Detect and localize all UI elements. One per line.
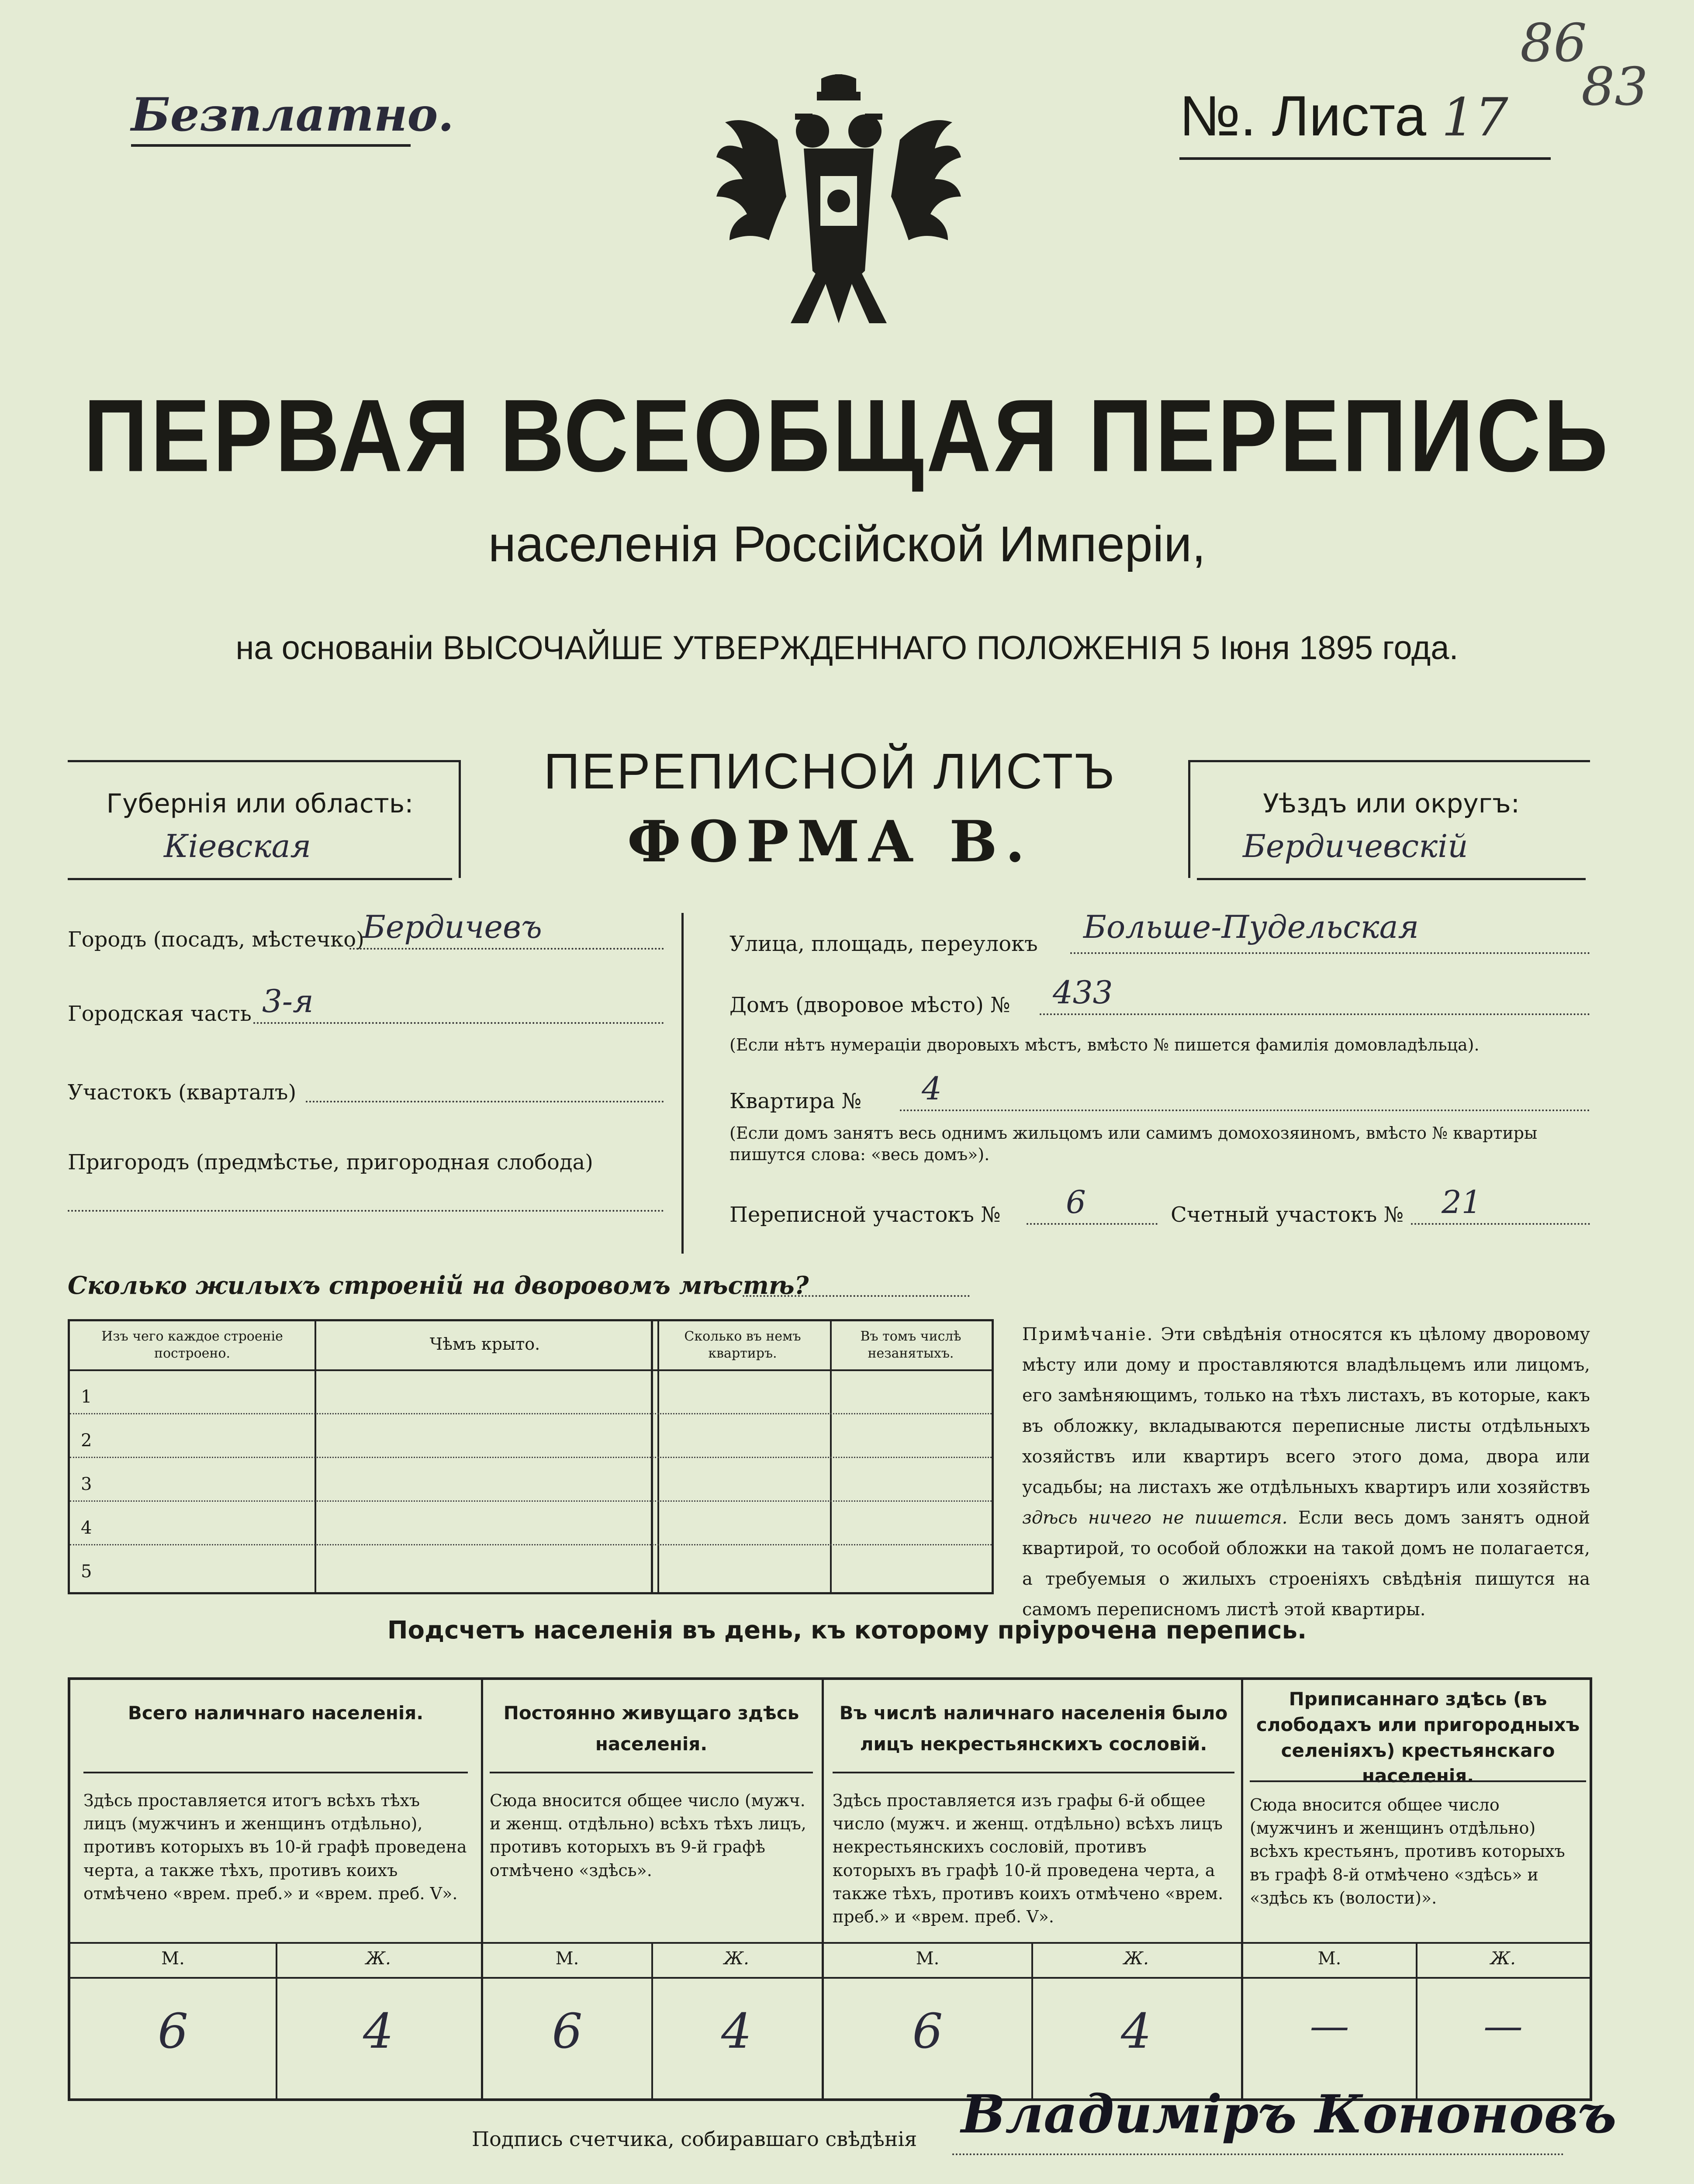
count-col4-head-rule [1250, 1780, 1586, 1782]
apartment-line [900, 1109, 1590, 1111]
buildings-header-roof: Чѣмъ крыто. [429, 1334, 540, 1354]
count-col2-m-label: М. [555, 1949, 579, 1969]
page-subtitle: населенія Россійской Имперіи, [488, 516, 1206, 572]
district-underline [1197, 878, 1586, 880]
buildings-question-line[interactable] [743, 1295, 970, 1297]
count-col3-head-rule [833, 1772, 1234, 1773]
sheet-number-label: №. Листа [1179, 84, 1427, 148]
signature-line [952, 2153, 1564, 2155]
street-line [1070, 952, 1590, 954]
section-line[interactable] [306, 1101, 664, 1102]
city-part-label: Городская часть [68, 1002, 252, 1026]
apartment-label: Квартира № [729, 1089, 862, 1113]
city-label: Городъ (посадъ, мѣстечко) [68, 927, 364, 952]
count-col4-f-label: Ж. [1490, 1949, 1516, 1969]
legal-basis: на основаніи ВЫСОЧАЙШЕ УТВЕРЖДЕННАГО ПОЛОЖЕНІЯ 5 Іюня 1895 года. [235, 629, 1459, 667]
count-col4-f-value[interactable]: — [1483, 2003, 1523, 2049]
corner-number-2: 83 [1581, 57, 1648, 117]
corner-number-1: 86 [1520, 13, 1587, 74]
count-col4-head: Приписаннаго здѣсь (въ слободахъ или пригородныхъ селеніяхъ) крестьянскаго населенія. [1256, 1688, 1580, 1787]
street-value[interactable]: Больше-Пудельская [1083, 909, 1419, 945]
counting-section-value[interactable]: 21 [1442, 1184, 1482, 1220]
count-value-rule [70, 1977, 1590, 1979]
district-box [1188, 760, 1590, 878]
apartment-note: (Если домъ занятъ весь однимъ жильцомъ или самимъ домохозяиномъ, вмѣсто № квартиры пишутся слова: «весь домъ»). [729, 1123, 1538, 1165]
buildings-row-rule-1 [70, 1413, 992, 1414]
buildings-header-material: Изъ чего каждое строеніе построено. [101, 1329, 283, 1361]
city-value[interactable]: Бердичевъ [363, 909, 542, 945]
count-col2-m-value[interactable]: 6 [552, 2003, 583, 2059]
street-label: Улица, площадь, переулокъ [729, 932, 1038, 956]
house-note: (Если нѣтъ нумераціи дворовыхъ мѣстъ, вмѣсто № пишется фамилія домовладѣльца). [729, 1035, 1480, 1054]
count-title: Подсчетъ населенія въ день, къ которому пріурочена перепись. [387, 1616, 1307, 1645]
governorate-underline [68, 878, 452, 880]
buildings-header-apartments: Сколько въ немъ квартиръ. [684, 1329, 801, 1361]
buildings-row-rule-4 [70, 1544, 992, 1545]
governorate-box [68, 760, 461, 878]
count-col3-f-value[interactable]: 4 [1121, 2003, 1151, 2059]
sheet-number-underline [1179, 157, 1551, 160]
district-value[interactable]: Бердичевскій [1243, 828, 1468, 864]
buildings-row-4[interactable]: 4 [81, 1518, 92, 1538]
buildings-header-vacant: Въ томъ числѣ незанятыхъ. [860, 1329, 961, 1361]
free-underline [131, 144, 411, 147]
counting-section-line [1411, 1223, 1590, 1225]
apartment-value[interactable]: 4 [922, 1070, 942, 1107]
governorate-label: Губернія или область: [106, 788, 414, 819]
count-mf-rule [70, 1942, 1590, 1944]
free-label: Безплатно. [131, 87, 454, 142]
suburb-label: Пригородъ (предмѣстье, пригородная слобода) [68, 1150, 593, 1175]
buildings-row-3[interactable]: 3 [81, 1474, 92, 1494]
count-col4-m-value[interactable]: — [1310, 2003, 1349, 2049]
suburb-line[interactable] [68, 1210, 664, 1212]
count-col2-desc: Сюда вносится общее число (мужч. и женщ. отдѣльно) всѣхъ тѣхъ лицъ, противъ которыхъ въ 9-й графѣ отмѣчено «здѣсь». [490, 1791, 806, 1880]
page-title: ПЕРВАЯ ВСЕОБЩАЯ ПЕРЕПИСЬ [83, 378, 1611, 494]
note-label: Примѣчаніе. [1022, 1324, 1154, 1344]
count-col1-m-value[interactable]: 6 [158, 2003, 188, 2059]
imperial-eagle-emblem [716, 74, 961, 354]
governorate-value[interactable]: Кiевская [164, 828, 311, 864]
count-col4-desc: Сюда вносится общее число (мужчинъ и женщинъ отдѣльно) всѣхъ крестьянъ, противъ которыхъ въ графѣ 8-й отмѣчено «здѣсь» и «здѣсь къ (волости)». [1250, 1795, 1565, 1908]
count-col1-f-value[interactable]: 4 [363, 2003, 394, 2059]
count-col4-m-label: М. [1317, 1949, 1341, 1969]
count-col1-desc: Здѣсь проставляется итогъ всѣхъ тѣхъ лицъ (мужчинъ и женщинъ отдѣльно), противъ которыхъ въ 10-й графѣ проведена черта, а также тѣхъ, противъ коихъ отмѣчено «врем. преб.» и «врем. преб. V». [83, 1791, 467, 1903]
signature-value[interactable]: Владиміръ Кононовъ [961, 2084, 1617, 2145]
count-col3-m-value[interactable]: 6 [912, 2003, 943, 2059]
count-col1-head-rule [83, 1772, 468, 1773]
census-section-label: Переписной участокъ № [729, 1203, 1001, 1227]
count-col3-m-label: М. [916, 1949, 940, 1969]
buildings-question: Сколько жилыхъ строеній на дворовомъ мѣстѣ? [68, 1271, 809, 1300]
buildings-row-rule-2 [70, 1457, 992, 1458]
buildings-row-rule-3 [70, 1500, 992, 1502]
sheet-title: ПЕРЕПИСНОЙ ЛИСТЪ [543, 743, 1117, 799]
count-col3-head: Въ числѣ наличнаго населенія было лицъ некрестьянскихъ сословій. [839, 1702, 1228, 1755]
count-col1-m-label: М. [161, 1949, 185, 1969]
note-text-2: Если весь домъ занятъ одной квартирой, то особой обложки на такой домъ не полагается, а требуемыя о жилыхъ строеніяхъ свѣдѣнія пишутся на самомъ переписномъ листѣ этой квартиры. [1022, 1508, 1590, 1620]
census-section-value[interactable]: 6 [1066, 1184, 1086, 1220]
house-value[interactable]: 433 [1053, 974, 1113, 1011]
note-text: Эти свѣдѣнія относятся къ цѣлому дворовому мѣсту или дому и проставляются владѣльцемъ или лицомъ, его замѣняющимъ, только на тѣхъ листахъ, въ которые, какъ въ обложку, вкладываются переписные листы отдѣльныхъ хозяйствъ или квартиръ всего этого дома, двора или усадьбы; на листахъ же отдѣльныхъ квартиръ или хозяйствъ [1022, 1324, 1590, 1497]
sheet-number-value: 17 [1442, 87, 1508, 148]
city-part-value[interactable]: 3-я [262, 983, 314, 1019]
address-divider [681, 913, 684, 1254]
house-line [1040, 1013, 1590, 1015]
section-label: Участокъ (кварталъ) [68, 1080, 297, 1105]
city-part-line [253, 1022, 664, 1024]
note-block [1022, 1319, 1590, 1625]
city-line [349, 948, 664, 950]
count-col3-desc: Здѣсь проставляется изъ графы 6-й общее число (мужч. и женщ. отдѣльно) всѣхъ лицъ некрестьянскихъ сословій, противъ которыхъ въ графѣ 10-й проведена черта, а также тѣхъ, противъ коихъ отмѣчено «врем. преб.» и «врем. преб. V». [833, 1791, 1224, 1926]
count-col2-f-label: Ж. [724, 1949, 749, 1969]
signature-label: Подпись счетчика, собиравшаго свѣдѣнія [472, 2127, 917, 2151]
count-col3-f-label: Ж. [1124, 1949, 1149, 1969]
count-table [68, 1677, 1592, 2101]
count-col2-head-rule [490, 1772, 813, 1773]
count-col1-f-label: Ж. [366, 1949, 391, 1969]
note-italic: здѣсь ничего не пишется. [1022, 1508, 1288, 1528]
district-label: Уѣздъ или округъ: [1263, 788, 1520, 819]
count-col1-head: Всего наличнаго населенія. [128, 1702, 424, 1724]
form-title: ФОРМА В. [627, 808, 1033, 875]
buildings-row-5[interactable]: 5 [81, 1562, 92, 1582]
count-col2-f-value[interactable]: 4 [721, 2003, 752, 2059]
house-label: Домъ (дворовое мѣсто) № [729, 993, 1010, 1017]
buildings-row-2[interactable]: 2 [81, 1431, 92, 1451]
counting-section-label: Счетный участокъ № [1171, 1203, 1404, 1227]
buildings-table [68, 1319, 994, 1594]
buildings-header-rule [70, 1369, 992, 1371]
buildings-row-1[interactable]: 1 [81, 1387, 92, 1407]
census-section-line [1027, 1223, 1158, 1225]
count-col2-head: Постоянно живущаго здѣсь населенія. [503, 1702, 799, 1755]
